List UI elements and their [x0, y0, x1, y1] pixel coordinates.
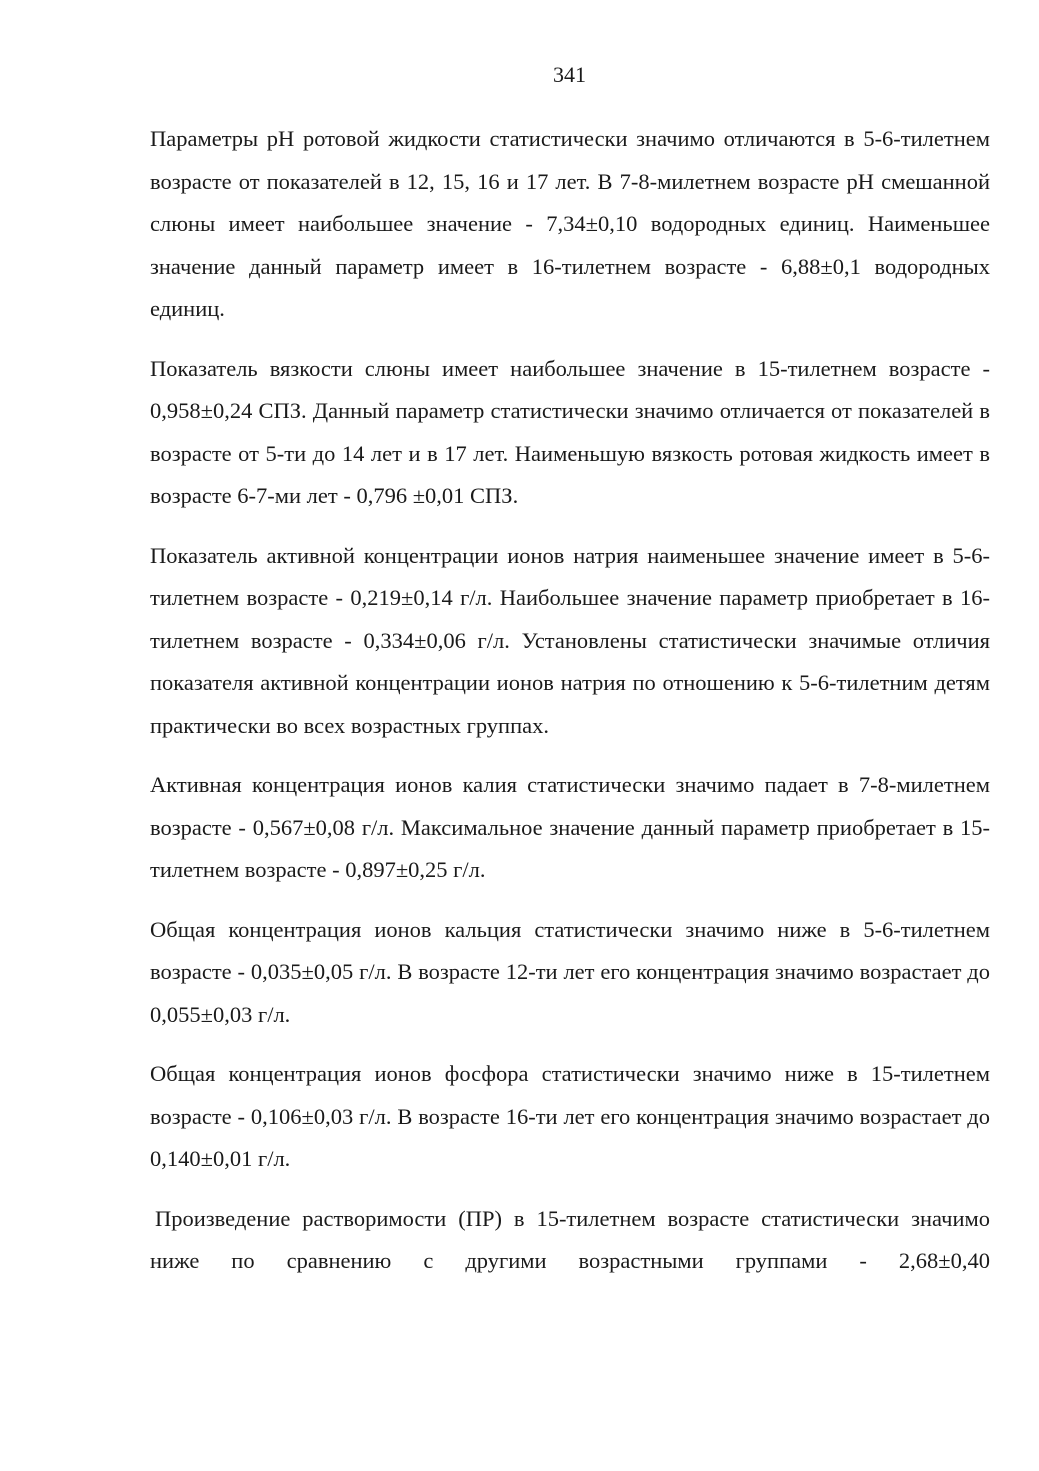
paragraph-solubility-product: Произведение растворимости (ПР) в 15-тилетнем возрасте статистически значимо ниже по сравнению с другими возрастными группами - 2,68±0,40	[150, 1205, 990, 1273]
paragraph-phosphorus: Общая концентрация ионов фосфора статистически значимо ниже в 15-тилетнем возрасте - 0,106±0,03 г/л. В возрасте 16-ти лет его концентрация значимо возрастает до 0,140±0,01 г/л.	[150, 1061, 990, 1171]
paragraph-viscosity: Показатель вязкости слюны имеет наибольшее значение в 15-тилетнем возрасте - 0,958±0,24 СПЗ. Данный параметр статистически значимо отличается от показателей в возрасте от 5-ти до 14 лет и в 17 лет. Наименьшую вязкость ротовая жидкость имеет в возрасте 6-7-ми лет - 0,796 ±0,01 СПЗ.	[150, 355, 990, 508]
page-number: 341	[553, 62, 586, 87]
paragraph-ph: Параметры рН ротовой жидкости статистически значимо отличаются в 5-6-тилетнем возрасте от показателей в 12, 15, 16 и 17 лет. В 7-8-милетнем возрасте рН смешанной слюны имеет наибольшее значение - 7,34±0,10 водородных единиц. Наименьшее значение данный параметр имеет в 16-тилетнем возрасте - 6,88±0,1 водородных единиц.	[150, 126, 990, 321]
paragraph-calcium: Общая концентрация ионов кальция статистически значимо ниже в 5-6-тилетнем возрасте - 0,035±0,05 г/л. В возрасте 12-ти лет его концентрация значимо возрастает до 0,055±0,03 г/л.	[150, 916, 990, 1027]
paragraph-sodium: Показатель активной концентрации ионов натрия наименьшее значение имеет в 5-6-тилетнем возрасте - 0,219±0,14 г/л. Наибольшее значение параметр приобретает в 16-тилетнем возрасте - 0,334±0,06 г/л. Установлены статистически значимые отличия показателя активной концентрации ионов натрия по отношению к 5-6-тилетним детям практически во всех возрастных группах.	[150, 542, 990, 738]
text-body	[150, 118, 990, 1300]
paragraph-potassium: Активная концентрация ионов калия статистически значимо падает в 7-8-милетнем возрасте - 0,567±0,08 г/л. Максимальное значение данный параметр приобретает в 15-тилетнем возрасте - 0,897±0,25 г/л.	[150, 772, 990, 882]
